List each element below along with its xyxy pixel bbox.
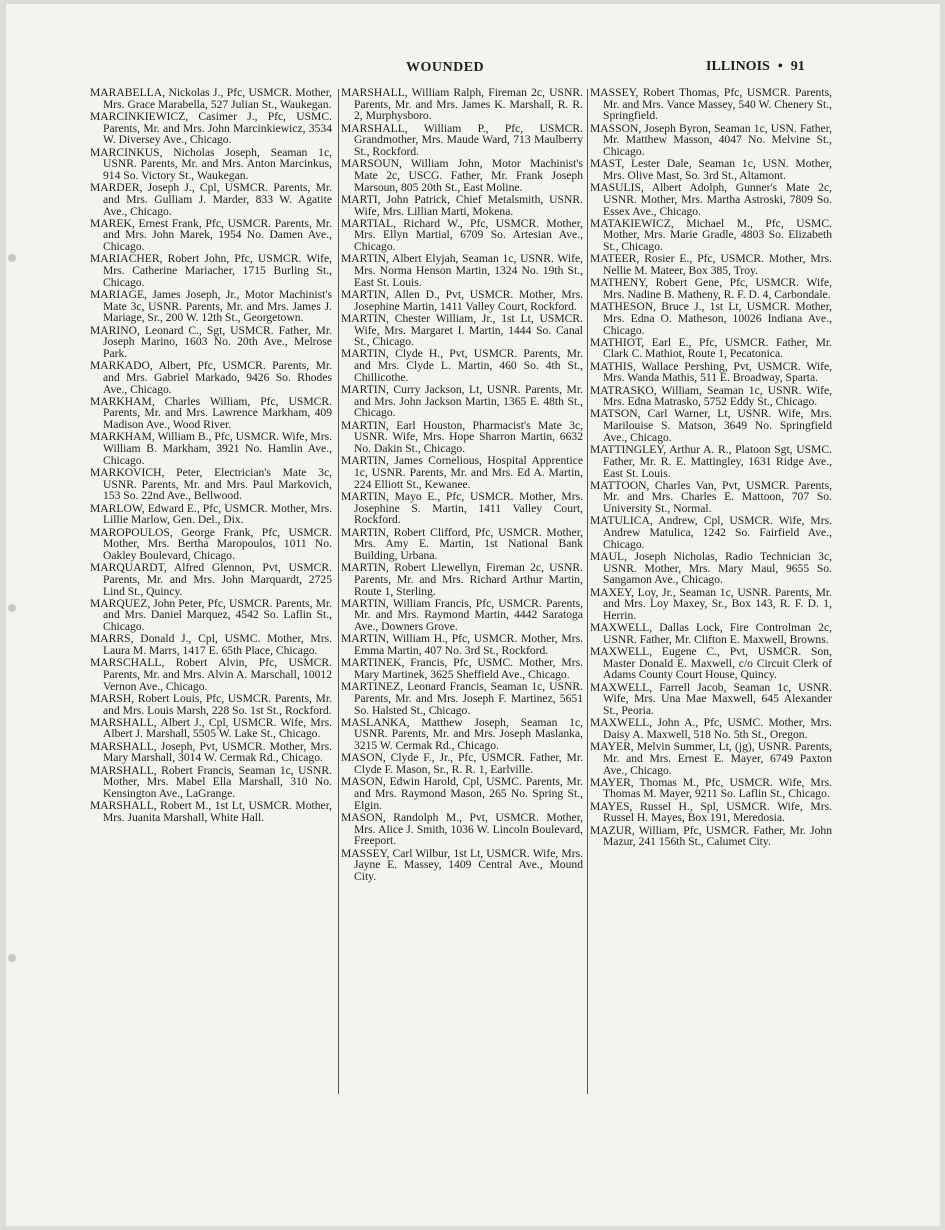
- column-3: [590, 87, 832, 849]
- header-separator: •: [777, 59, 783, 74]
- casualty-entry: MARTINEZ, Leonard Francis, Seaman 1c, USNR. Parents, Mr. and Mrs. Joseph F. Martinez, 5651 So. Halsted St., Chicago.: [341, 680, 583, 717]
- casualty-entry: MARSHALL, Robert M., 1st Lt, USMCR. Mother, Mrs. Juanita Marshall, White Hall.: [90, 799, 332, 824]
- casualty-entry: MAZUR, William, Pfc, USMCR. Father, Mr. John Mazur, 241 156th St., Calumet City.: [590, 823, 832, 849]
- casualty-entry: MASON, Randolph M., Pvt, USMCR. Mother, Mrs. Alice J. Smith, 1036 W. Lincoln Boulevard, Freeport.: [341, 810, 583, 848]
- casualty-entry: MARQUARDT, Alfred Glennon, Pvt, USMCR. Parents, Mr. and Mrs. John Marquardt, 2725 Lind St., Quincy.: [90, 561, 332, 598]
- casualty-entry: MARTIN, William Francis, Pfc, USMCR. Parents, Mr. and Mrs. Raymond Martin, 4442 Saratoga Ave., Downers Grove.: [341, 596, 583, 634]
- casualty-entry: MARSHALL, Albert J., Cpl, USMCR. Wife, Mrs. Albert J. Marshall, 5505 W. Lake St., Chicago.: [90, 715, 332, 741]
- casualty-entry: MAREK, Ernest Frank, Pfc, USMCR. Parents, Mr. and Mrs. John Marek, 1954 No. Damen Ave., Chicago.: [90, 216, 332, 254]
- casualty-entry: MAUL, Joseph Nicholas, Radio Technician 3c, USNR. Mother, Mrs. Mary Maul, 9655 So. Sangamon Ave., Chicago.: [590, 549, 832, 587]
- casualty-entry: MAXWELL, John A., Pfc, USMC. Mother, Mrs. Daisy A. Maxwell, 518 No. 5th St., Oregon.: [590, 716, 832, 741]
- casualty-entry: MARQUEZ, John Peter, Pfc, USMCR. Parents, Mr. and Mrs. Daniel Marquez, 4542 So. Laflin St., Chicago.: [90, 596, 332, 634]
- casualty-entry: MARTIN, Earl Houston, Pharmacist's Mate 3c, USNR. Wife, Mrs. Hope Sharron Martin, 6632 No. Dakin St., Chicago.: [341, 418, 583, 456]
- casualty-entry: MAXWELL, Farrell Jacob, Seaman 1c, USNR. Wife, Mrs. Una Mae Maxwell, 645 Alexander St., Peoria.: [590, 680, 832, 718]
- column-divider: [338, 89, 339, 1094]
- casualty-entry: MARTIN, Chester William, Jr., 1st Lt, USMCR. Wife, Mrs. Margaret I. Martin, 1444 So. Canal St., Chicago.: [341, 311, 583, 349]
- casualty-entry: MATHIOT, Earl E., Pfc, USMCR. Father, Mr. Clark C. Mathiot, Route 1, Pecatonica.: [590, 335, 832, 361]
- column-divider: [587, 89, 588, 1094]
- casualty-entry: MARTIN, Albert Elyjah, Seaman 1c, USNR. Wife, Mrs. Norma Henson Martin, 1324 No. 19th St., East St. Louis.: [341, 252, 583, 289]
- casualty-entry: MARDER, Joseph J., Cpl, USMCR. Parents, Mr. and Mrs. Gulliam J. Marder, 833 W. Agatite Ave., Chicago.: [90, 181, 332, 218]
- casualty-entry: MARSHALL, Robert Francis, Seaman 1c, USNR. Mother, Mrs. Mabel Ella Marshall, 310 No. Kensington Ave., LaGrange.: [90, 763, 332, 800]
- casualty-entry: MASSON, Joseph Byron, Seaman 1c, USN. Father, Mr. Matthew Masson, 4047 No. Melvine St., Chicago.: [590, 121, 832, 159]
- casualty-entry: MARABELLA, Nickolas J., Pfc, USMCR. Mother, Mrs. Grace Marabella, 527 Julian St., Waukegan.: [90, 86, 332, 111]
- casualty-entry: MATULICA, Andrew, Cpl, USMCR. Wife, Mrs. Andrew Matulica, 1242 So. Fairfield Ave., Chicago.: [590, 514, 832, 551]
- casualty-entry: MAXEY, Loy, Jr., Seaman 1c, USNR. Parents, Mr. and Mrs. Loy Maxey, Sr., Box 143, R. F. D. 1, Herrin.: [590, 585, 832, 622]
- casualty-entry: MATSON, Carl Warner, Lt, USNR. Wife, Mrs. Marilouise S. Matson, 3649 No. Springfield Ave., Chicago.: [590, 407, 832, 444]
- casualty-entry: MASSEY, Carl Wilbur, 1st Lt, USMCR. Wife, Mrs. Jayne E. Massey, 1409 Central Ave., Mound City.: [341, 846, 583, 883]
- casualty-entry: MARTINEK, Francis, Pfc, USMC. Mother, Mrs. Mary Martinek, 3625 Sheffield Ave., Chicago.: [341, 656, 583, 681]
- casualty-entry: MARKHAM, William B., Pfc, USMCR. Wife, Mrs. William B. Markham, 3921 No. Hamlin Ave., Chicago.: [90, 430, 332, 467]
- casualty-entry: MAROPOULOS, George Frank, Pfc, USMCR. Mother, Mrs. Bertha Maropoulos, 1011 No. Oakley Boulevard, Chicago.: [90, 525, 332, 562]
- casualty-entry: MASSEY, Robert Thomas, Pfc, USMCR. Parents, Mr. and Mrs. Vance Massey, 540 W. Chenery St., Springfield.: [590, 86, 832, 123]
- punch-hole: [8, 254, 16, 262]
- casualty-entry: MAYES, Russel H., Spl, USMCR. Wife, Mrs. Russel H. Mayes, Box 191, Meredosia.: [590, 799, 832, 825]
- casualty-entry: MARTIAL, Richard W., Pfc, USMCR. Mother, Mrs. Ellyn Martial, 6709 So. Artesian Ave., Chicago.: [341, 216, 583, 254]
- document-page: [6, 4, 940, 1226]
- state-name: ILLINOIS: [706, 59, 770, 74]
- casualty-entry: MARKOVICH, Peter, Electrician's Mate 3c, USNR. Parents, Mr. and Mrs. Paul Markovich, 153 So. 22nd Ave., Bellwood.: [90, 466, 332, 503]
- casualty-entry: MARTIN, Robert Clifford, Pfc, USMCR. Mother, Mrs. Amy E. Martin, 1st National Bank Building, Urbana.: [341, 525, 583, 562]
- casualty-entry: MARCINKIEWICZ, Casimer J., Pfc, USMC. Parents, Mr. and Mrs. John Marcinkiewicz, 3534 W. Diversey Ave., Chicago.: [90, 109, 332, 147]
- casualty-entry: MARKHAM, Charles William, Pfc, USMCR. Parents, Mr. and Mrs. Lawrence Markham, 409 Madison Ave., Wood River.: [90, 394, 332, 432]
- casualty-entry: MARLOW, Edward E., Pfc, USMCR. Mother, Mrs. Lillie Marlow, Gen. Del., Dix.: [90, 501, 332, 527]
- casualty-entry: MAYER, Melvin Summer, Lt, (jg), USNR. Parents, Mr. and Mrs. Ernest E. Mayer, 6749 Paxton Ave., Chicago.: [590, 740, 832, 777]
- punch-hole: [8, 954, 16, 962]
- casualty-entry: MARTIN, Curry Jackson, Lt, USNR. Parents, Mr. and Mrs. John Jackson Martin, 1365 E. 48th St., Chicago.: [341, 383, 583, 420]
- casualty-entry: MATHIS, Wallace Pershing, Pvt, USMCR. Wife, Mrs. Wanda Mathis, 511 E. Broadway, Sparta.: [590, 359, 832, 385]
- casualty-entry: MARIAGE, James Joseph, Jr., Motor Machinist's Mate 3c, USNR. Parents, Mr. and Mrs. James J. Mariage, Sr., 200 W. 12th St., Georgetown.: [90, 287, 332, 325]
- casualty-entry: MARSHALL, William P., Pfc, USMCR. Grandmother, Mrs. Maude Ward, 713 Maulberry St., Rockford.: [341, 121, 583, 159]
- casualty-entry: MATTOON, Charles Van, Pvt, USMCR. Parents, Mr. and Mrs. Charles E. Mattoon, 707 So. University St., Normal.: [590, 478, 832, 516]
- casualty-entry: MARIACHER, Robert John, Pfc, USMCR. Wife, Mrs. Catherine Mariacher, 1715 Burling St., Chicago.: [90, 252, 332, 289]
- casualty-entry: MAXWELL, Dallas Lock, Fire Controlman 2c, USNR. Father, Mr. Clifton E. Maxwell, Browns.: [590, 621, 832, 646]
- punch-hole: [8, 604, 16, 612]
- casualty-entry: MATRASKO, William, Seaman 1c, USNR. Wife, Mrs. Edna Matrasko, 5752 Eddy St., Chicago.: [590, 383, 832, 409]
- casualty-entry: MARTIN, Allen D., Pvt, USMCR. Mother, Mrs. Josephine Martin, 1411 Valley Court, Rockford.: [341, 287, 583, 313]
- running-header: [706, 59, 805, 75]
- casualty-entry: MARTI, John Patrick, Chief Metalsmith, USNR. Wife, Mrs. Lillian Marti, Mokena.: [341, 192, 583, 218]
- casualty-entry: MARSH, Robert Louis, Pfc, USMCR. Parents, Mr. and Mrs. Louis Marsh, 228 So. 1st St., Rockford.: [90, 691, 332, 717]
- casualty-entry: MARRS, Donald J., Cpl, USMC. Mother, Mrs. Laura M. Marrs, 1417 E. 65th Place, Chicago.: [90, 632, 332, 658]
- column-1: [90, 87, 332, 824]
- casualty-entry: MASLANKA, Matthew Joseph, Seaman 1c, USNR. Parents, Mr. and Mrs. Joseph Maslanka, 3215 W. Cermak Rd., Chicago.: [341, 715, 583, 753]
- casualty-entry: MARSHALL, William Ralph, Fireman 2c, USNR. Parents, Mr. and Mrs. James K. Marshall, R. R. 2, Murphysboro.: [341, 86, 583, 123]
- casualty-entry: MARTIN, Mayo E., Pfc, USMCR. Mother, Mrs. Josephine S. Martin, 1411 Valley Court, Rockford.: [341, 489, 583, 527]
- casualty-entry: MARINO, Leonard C., Sgt, USMCR. Father, Mr. Joseph Marino, 1603 No. 20th Ave., Melrose Park.: [90, 323, 332, 360]
- casualty-entry: MATEER, Rosier E., Pfc, USMCR. Mother, Mrs. Nellie M. Mateer, Box 385, Troy.: [590, 252, 832, 278]
- casualty-entry: MARSOUN, William John, Motor Machinist's Mate 2c, USCG. Father, Mr. Frank Joseph Marsoun, 805 20th St., East Moline.: [341, 157, 583, 194]
- casualty-entry: MATHENY, Robert Gene, Pfc, USMCR. Wife, Mrs. Nadine B. Matheny, R. F. D. 4, Carbondale.: [590, 276, 832, 301]
- casualty-entry: MAYER, Thomas M., Pfc, USMCR. Wife, Mrs. Thomas M. Mayer, 9211 So. Laflin St., Chicago.: [590, 775, 832, 801]
- casualty-entry: MARCINKUS, Nicholas Joseph, Seaman 1c, USNR. Parents, Mr. and Mrs. Anton Marcinkus, 914 So. Victory St., Waukegan.: [90, 145, 332, 182]
- casualty-entry: MATAKIEWICZ, Michael M., Pfc, USMC. Mother, Mrs. Marie Gradle, 4803 So. Elizabeth St., Chicago.: [590, 216, 832, 254]
- page-number: 91: [790, 59, 805, 74]
- column-2: [341, 87, 583, 883]
- casualty-entry: MASON, Clyde F., Jr., Pfc, USMCR. Father, Mr. Clyde F. Mason, Sr., R. R. 1, Earlville.: [341, 751, 583, 777]
- casualty-entry: MATHESON, Bruce J., 1st Lt, USMCR. Mother, Mrs. Edna O. Matheson, 10026 Indiana Ave., Chicago.: [590, 300, 832, 337]
- casualty-entry: MASULIS, Albert Adolph, Gunner's Mate 2c, USNR. Mother, Mrs. Martha Astroski, 7809 So. Essex Ave., Chicago.: [590, 181, 832, 218]
- casualty-entry: MARTIN, James Cornelious, Hospital Apprentice 1c, USNR. Parents, Mr. and Mrs. Ed A. Martin, 224 Elliott St., Kewanee.: [341, 454, 583, 491]
- casualty-entry: MAXWELL, Eugene C., Pvt, USMCR. Son, Master Donald E. Maxwell, c/o Circuit Clerk of Adams County Court House, Quincy.: [590, 645, 832, 682]
- casualty-entry: MATTINGLEY, Arthur A. R., Platoon Sgt, USMC. Father, Mr. R. E. Mattingley, 1631 Ridge Ave., East St. Louis.: [590, 443, 832, 480]
- casualty-entry: MASON, Edwin Harold, Cpl, USMC. Parents, Mr. and Mrs. Raymond Mason, 265 No. Spring St., Elgin.: [341, 775, 583, 812]
- casualty-entry: MARSCHALL, Robert Alvin, Pfc, USMCR. Parents, Mr. and Mrs. Alvin A. Marschall, 10012 Vernon Ave., Chicago.: [90, 656, 332, 693]
- casualty-entry: MARTIN, Clyde H., Pvt, USMCR. Parents, Mr. and Mrs. Clyde L. Martin, 460 So. 4th St., Chillicothe.: [341, 347, 583, 384]
- casualty-entry: MARTIN, William H., Pfc, USMCR. Mother, Mrs. Emma Martin, 407 No. 3rd St., Rockford.: [341, 632, 583, 658]
- casualty-entry: MAST, Lester Dale, Seaman 1c, USN. Mother, Mrs. Olive Mast, So. 3rd St., Altamont.: [590, 157, 832, 182]
- casualty-entry: MARKADO, Albert, Pfc, USMCR. Parents, Mr. and Mrs. Gabriel Markado, 9426 So. Rhodes Ave., Chicago.: [90, 359, 332, 396]
- casualty-entry: MARTIN, Robert Llewellyn, Fireman 2c, USNR. Parents, Mr. and Mrs. Richard Arthur Martin, Route 1, Sterling.: [341, 561, 583, 598]
- section-title: WOUNDED: [406, 60, 485, 75]
- casualty-entry: MARSHALL, Joseph, Pvt, USMCR. Mother, Mrs. Mary Marshall, 3014 W. Cermak Rd., Chicago.: [90, 739, 332, 765]
